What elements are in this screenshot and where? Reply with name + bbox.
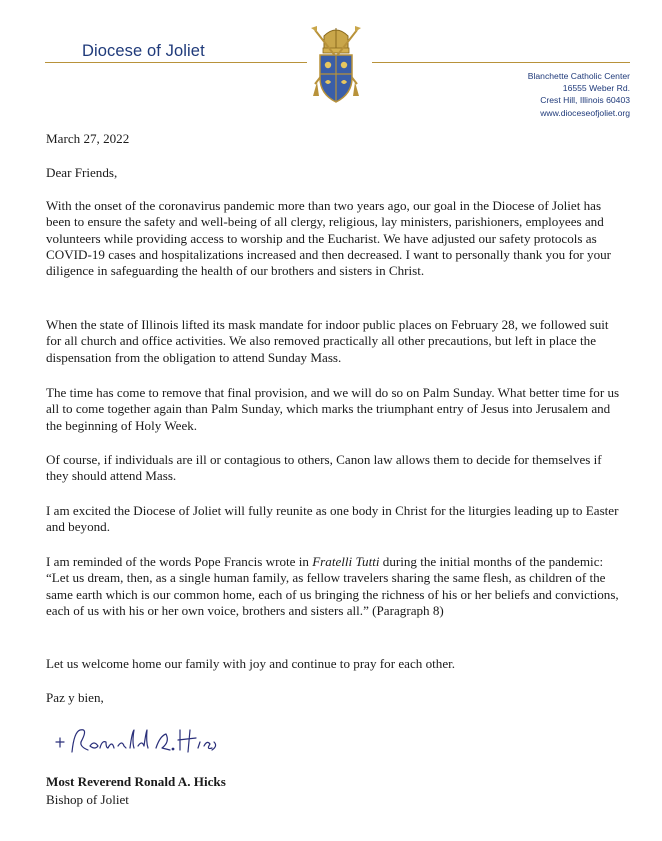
letter-paragraph-6 — [46, 554, 626, 619]
letterhead-address — [528, 70, 630, 119]
letter-closing: Paz y bien, — [46, 690, 104, 705]
letter-paragraph-5: I am excited the Diocese of Joliet will fully reunite as one body in Christ for the liturgies leading up to Easter and beyond. — [46, 503, 619, 535]
book-title: Fratelli Tutti — [312, 554, 380, 569]
letter-paragraph-7: Let us welcome home our family with joy and continue to pray for each other. — [46, 656, 456, 671]
letter-paragraph-2: When the state of Illinois lifted its mask mandate for indoor public places on February 28, we followed suit for all church and office activities. We also removed practically all other precautions, but left in place the dispensation from the obligation to attend Sunday Mass. — [46, 317, 609, 365]
paragraph-6-text: I am reminded of the words Pope Francis wrote in — [46, 554, 313, 569]
letter-greeting: Dear Friends, — [46, 165, 118, 180]
letter-date: March 27, 2022 — [46, 131, 130, 146]
letter-paragraph-1: With the onset of the coronavirus pandemic more than two years ago, our goal in the Diocese of Joliet has been to ensure the safety and well-being of all clergy, religious, lay ministers, parishioners, employees and volunteers while providing access to worship and the Eucharist. We have adjusted our safety protocols as COVID-19 cases and hospitalizations increased and then decreased. I want to personally thank you for your diligence in safeguarding the health of our brothers and sisters in Christ. — [46, 198, 612, 279]
letterhead-rule-left — [45, 62, 307, 63]
diocese-coat-of-arms-icon — [305, 22, 367, 108]
letter-paragraph-4: Of course, if individuals are ill or contagious to others, Canon law allows them to decide for themselves if they should attend Mass. — [46, 452, 602, 484]
address-line: Blanchette Catholic Center — [527, 71, 630, 81]
paragraph-6-quote: during the initial months of the pandemic: “Let us dream, then, as a single human family, as fellow travelers sharing the same flesh, as children of the same earth which is our common home, each of us bringing the richness of his or her beliefs and convictions, each of us with his or her own voice, brothers and sisters all.” (Paragraph 8) — [46, 554, 619, 618]
letterhead-org-name: Diocese of Joliet — [82, 42, 205, 60]
website-link: www.dioceseofjoliet.org — [540, 107, 630, 118]
letterhead-rule-right — [372, 62, 630, 63]
address-line: Crest Hill, Illinois 60403 — [540, 95, 630, 106]
signer-title: Bishop of Joliet — [46, 792, 129, 807]
letter-paragraph-3: The time has come to remove that final provision, and we will do so on Palm Sunday. What better time for us all to come together again than Palm Sunday, which marks the triumphant entry of Jesus into Jerusalem and the beginning of Holy Week. — [46, 385, 620, 433]
handwritten-signature — [52, 722, 222, 758]
signer-name: Most Reverend Ronald A. Hicks — [46, 774, 226, 789]
address-line: 16555 Weber Rd. — [562, 83, 630, 94]
